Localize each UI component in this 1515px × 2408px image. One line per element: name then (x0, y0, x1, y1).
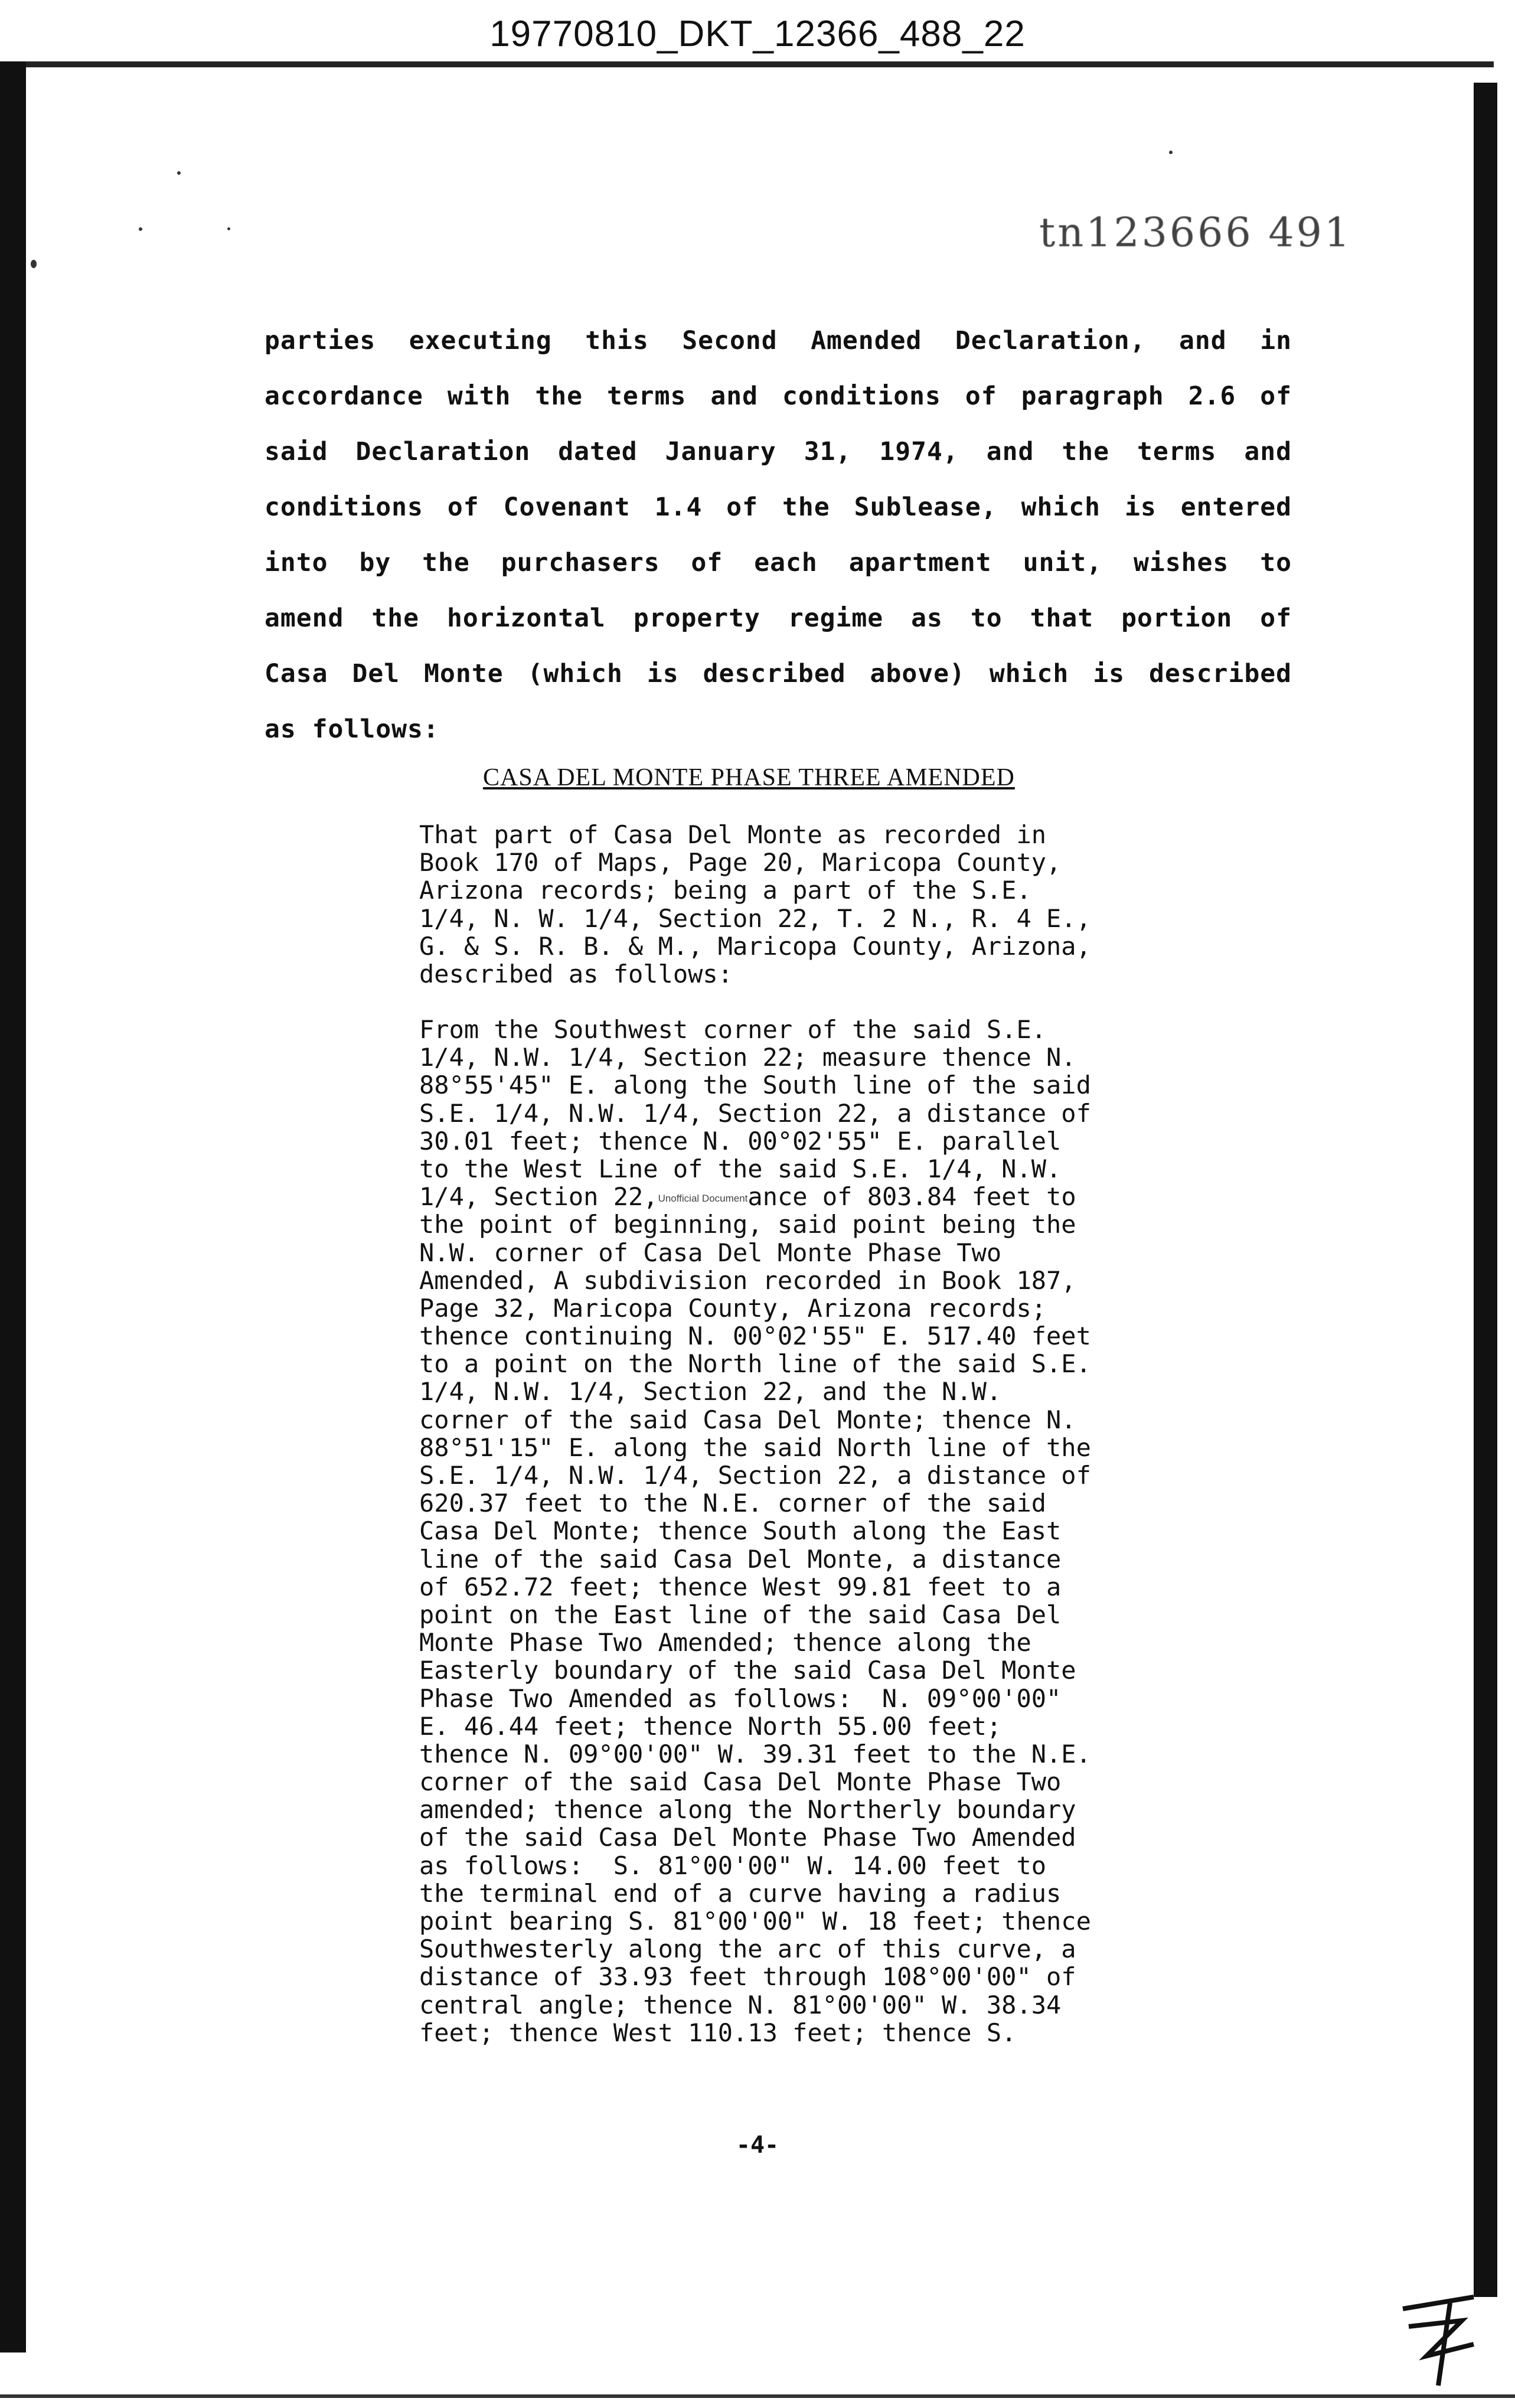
metes-line: Phase Two Amended as follows: N. 09°00'00" (419, 1683, 1062, 1713)
metes-line: Easterly boundary of the said Casa Del Monte (419, 1656, 1076, 1685)
metes-line: corner of the said Casa Del Monte; thence N. (419, 1405, 1076, 1434)
paragraph-line: conditions of Covenant 1.4 of the Sublease, which is entered (265, 492, 1292, 522)
paragraph-line: amend the horizontal property regime as to that portion of (265, 603, 1292, 633)
paragraph-line: said Declaration dated January 31, 1974, and the terms and (265, 437, 1292, 466)
metes-line: central angle; thence N. 81°00'00" W. 38.34 (419, 1990, 1062, 2019)
section-heading: CASA DEL MONTE PHASE THREE AMENDED (483, 764, 1015, 791)
metes-line: feet; thence West 110.13 feet; thence S. (419, 2018, 1017, 2047)
metes-line: Monte Phase Two Amended; thence along the (419, 1628, 1031, 1657)
metes-line: of 652.72 feet; thence West 99.81 feet to a (419, 1572, 1062, 1601)
metes-line: Page 32, Maricopa County, Arizona records; (419, 1293, 1047, 1323)
metes-line: Casa Del Monte; thence South along the East (419, 1516, 1062, 1546)
metes-line: thence N. 09°00'00" W. 39.31 feet to the N.E. (419, 1739, 1091, 1769)
metes-line-start: 1/4, Section 22, (419, 1182, 658, 1212)
body-paragraph (265, 313, 1292, 757)
corner-scribble-mark (1391, 2285, 1480, 2391)
page-number: -4- (736, 2132, 779, 2159)
metes-line: From the Southwest corner of the said S.E. (419, 1015, 1047, 1044)
metes-line: point bearing S. 81°00'00" W. 18 feet; thence (419, 1907, 1091, 1936)
scan-right-edge (1474, 83, 1497, 2297)
metes-line: line of the said Casa Del Monte, a distance (419, 1544, 1062, 1574)
metes-line: thence continuing N. 00°02'55" E. 517.40 feet (419, 1322, 1091, 1351)
paragraph-line: Casa Del Monte (which is described above) which is described (265, 659, 1292, 689)
metes-line: E. 46.44 feet; thence North 55.00 feet; (419, 1711, 1002, 1741)
scan-left-edge (0, 61, 26, 2352)
metes-and-bounds (419, 1016, 1199, 2047)
scan-speck (31, 260, 37, 268)
metes-line: 1/4, N.W. 1/4, Section 22, and the N.W. (419, 1377, 1002, 1407)
metes-line: corner of the said Casa Del Monte Phase Two (419, 1767, 1062, 1797)
metes-line: Southwesterly along the arc of this curve, a (419, 1934, 1076, 1964)
scan-top-edge (0, 61, 1494, 67)
scan-speck (1169, 151, 1173, 154)
metes-line: N.W. corner of Casa Del Monte Phase Two (419, 1238, 1002, 1267)
metes-line: to the West Line of the said S.E. 1/4, N.W. (419, 1154, 1062, 1183)
scan-bottom-edge (0, 2394, 1515, 2398)
metes-line: 1/4, N.W. 1/4, Section 22; measure thence N. (419, 1043, 1076, 1072)
metes-line: 620.37 feet to the N.E. corner of the said (419, 1489, 1047, 1518)
metes-line: of the said Casa Del Monte Phase Two Amended (419, 1823, 1076, 1852)
description-line: Book 170 of Maps, Page 20, Maricopa County, (419, 848, 1062, 877)
metes-line: S.E. 1/4, N.W. 1/4, Section 22, a distance of (419, 1098, 1091, 1128)
docket-stamp: tn123666 491 (1039, 210, 1353, 256)
metes-line-end: ance of 803.84 feet to (747, 1182, 1076, 1212)
metes-line: amended; thence along the Northerly boundary (419, 1795, 1076, 1825)
parcel-description (419, 821, 1199, 988)
description-line: Arizona records; being a part of the S.E. (419, 876, 1031, 905)
metes-line: as follows: S. 81°00'00" W. 14.00 feet to (419, 1851, 1047, 1880)
paragraph-line: accordance with the terms and conditions of paragraph 2.6 of (265, 381, 1292, 411)
scan-speck (139, 227, 142, 231)
description-line: described as follows: (419, 959, 733, 988)
metes-line: distance of 33.93 feet through 108°00'00" of (419, 1962, 1076, 1992)
scan-speck (227, 227, 230, 230)
paragraph-line: as follows: (265, 714, 439, 744)
metes-line: Amended, A subdivision recorded in Book 187, (419, 1265, 1076, 1295)
metes-line: 88°51'15" E. along the said North line of the (419, 1433, 1091, 1462)
metes-line: 88°55'45" E. along the South line of the said (419, 1071, 1091, 1100)
metes-line: the point of beginning, said point being the (419, 1210, 1076, 1239)
unofficial-watermark: Unofficial Document (658, 1193, 748, 1205)
paragraph-line: parties executing this Second Amended Declaration, and in (265, 326, 1292, 355)
paragraph-line: into by the purchasers of each apartment unit, wishes to (265, 548, 1292, 577)
metes-line: the terminal end of a curve having a radius (419, 1878, 1062, 1908)
metes-line: S.E. 1/4, N.W. 1/4, Section 22, a distance of (419, 1461, 1091, 1490)
scan-speck (177, 171, 181, 175)
metes-line: 30.01 feet; thence N. 00°02'55" E. parallel (419, 1126, 1062, 1156)
description-line: That part of Casa Del Monte as recorded in (419, 820, 1047, 849)
metes-line: point on the East line of the said Casa Del (419, 1600, 1062, 1629)
description-line: 1/4, N. W. 1/4, Section 22, T. 2 N., R. 4 E., (419, 903, 1091, 933)
document-header-id: 19770810_DKT_12366_488_22 (489, 14, 1026, 54)
metes-line: to a point on the North line of the said S.E. (419, 1349, 1091, 1379)
metes-line-with-watermark (419, 1183, 1199, 1210)
description-line: G. & S. R. B. & M., Maricopa County, Arizona, (419, 931, 1091, 961)
